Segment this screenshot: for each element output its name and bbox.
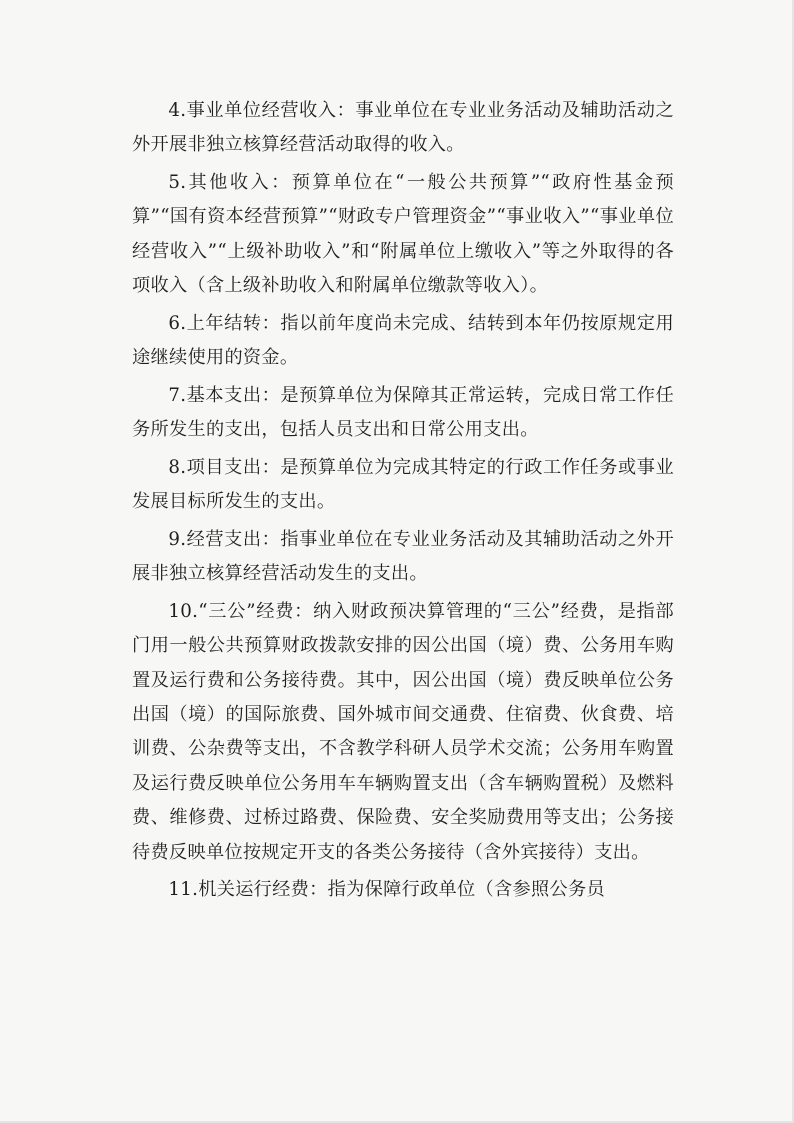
paragraph-basic-expenditure: 7.基本支出：是预算单位为保障其正常运转，完成日常工作任务所发生的支出，包括人员支出和日常公用支出。	[132, 384, 674, 441]
paragraph-prior-year-carryover: 6.上年结转：指以前年度尚未完成、结转到本年仍按原规定用途继续使用的资金。	[132, 312, 674, 369]
paragraph-operating-expenditure: 9.经营支出：指事业单位在专业业务活动及其辅助活动之外开展非独立核算经营活动发生的支出。	[132, 528, 674, 585]
document-body	[132, 94, 674, 911]
paragraph-three-public-expenses: 10.“三公”经费：纳入财政预决算管理的“三公”经费，是指部门用一般公共预算财政拨款安排的因公出国（境）费、公务用车购置及运行费和公务接待费。其中，因公出国（境）费反映单位公务出国（境）的国际旅费、国外城市间交通费、住宿费、伙食费、培训费、公杂费等支出，不含教学科研人员学术交流；公务用车购置及运行费反映单位公务用车车辆购置支出（含车辆购置税）及燃料费、维修费、过桥过路费、保险费、安全奖励费用等支出；公务接待费反映单位按规定开支的各类公务接待（含外宾接待）支出。	[132, 600, 674, 863]
paragraph-other-income: 5.其他收入：预算单位在“一般公共预算”“政府性基金预算”“国有资本经营预算”“财政专户管理资金”“事业收入”“事业单位经营收入”“上级补助收入”和“附属单位上缴收入”等之外取得的各项收入（含上级补助收入和附属单位缴款等收入）。	[132, 172, 674, 297]
paragraph-agency-operating-funds: 11.机关运行经费：指为保障行政单位（含参照公务员	[168, 879, 605, 901]
paragraph-business-operating-income: 4.事业单位经营收入：事业单位在专业业务活动及辅助活动之外开展非独立核算经营活动取得的收入。	[132, 100, 674, 156]
paragraph-project-expenditure: 8.项目支出：是预算单位为完成其特定的行政工作任务或事业发展目标所发生的支出。	[132, 456, 674, 513]
